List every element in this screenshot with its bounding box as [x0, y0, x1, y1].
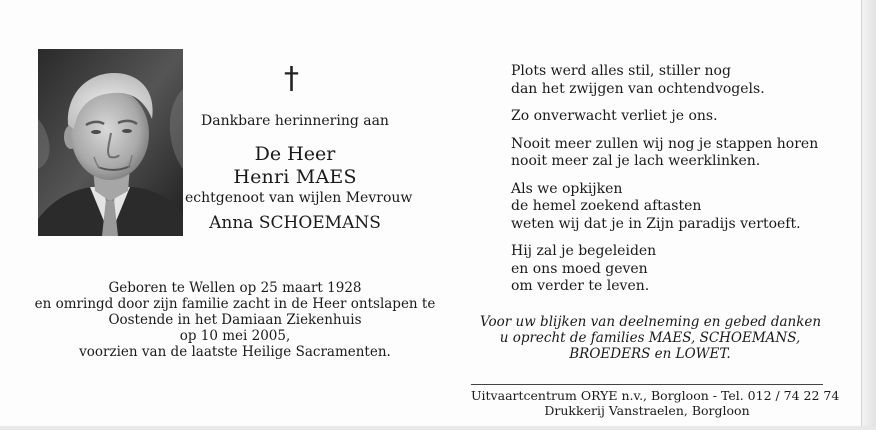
poem-line: Hij zal je begeleiden	[511, 243, 657, 259]
poem-stanza	[511, 243, 841, 296]
thanks-block	[480, 314, 820, 362]
poem-line: Zo onverwacht verliet je ons.	[511, 108, 718, 124]
footer	[471, 388, 840, 418]
footer-divider	[471, 384, 823, 385]
honorific-title: De Heer	[254, 143, 336, 165]
poem-line: om verder te leven.	[511, 278, 650, 294]
poem-line: de hemel zoekend aftasten	[511, 198, 702, 214]
poem-line: weten wij dat je in Zijn paradijs vertoeft.	[511, 215, 801, 232]
printer-line: Drukkerij Vanstraelen, Borgloon	[544, 403, 750, 418]
card-bottom-edge	[0, 426, 876, 430]
poem-line: dan het zwijgen van ochtendvogels.	[511, 80, 765, 97]
deceased-name: Henri MAES	[233, 166, 357, 188]
bio-line: en omringd door zijn familie zacht in de Heer ontslapen te	[34, 296, 436, 312]
poem-line: Plots werd alles stil, stiller nog	[511, 63, 731, 79]
portrait-photo	[38, 49, 183, 236]
poem-line: en ons moed geven	[511, 260, 648, 277]
spouse-name: Anna SCHOEMANS	[209, 213, 381, 233]
bio-line: op 10 mei 2005,	[179, 328, 291, 344]
poem-line: Als we opkijken	[511, 180, 623, 197]
spouse-relation: echtgenoot van wijlen Mevrouw	[185, 190, 413, 206]
poem-line: Nooit meer zullen wij nog je stappen horen	[511, 135, 819, 152]
poem-line: nooit meer zal je lach weerklinken.	[511, 153, 761, 169]
thanks-line: u oprecht de families MAES, SCHOEMANS,	[499, 330, 801, 346]
poem-stanza	[511, 181, 841, 234]
funeral-home-line: Uitvaartcentrum ORYE n.v., Borgloon - Tel. 012 / 74 22 74	[471, 388, 840, 403]
poem	[511, 63, 841, 306]
bio-line: Oostende in het Damiaan Ziekenhuis	[108, 312, 362, 328]
card-edge-shadow	[862, 0, 876, 430]
poem-stanza	[511, 136, 841, 171]
bio-line: Geboren te Wellen op 25 maart 1928	[108, 280, 362, 296]
thanks-line: Voor uw blijken van deelneming en gebed danken	[480, 314, 822, 330]
cross-symbol: †	[284, 61, 299, 96]
portrait-illustration	[38, 49, 183, 236]
poem-stanza	[511, 63, 841, 98]
intro-text: Dankbare herinnering aan	[201, 113, 389, 129]
thanks-line: BROEDERS en LOWET.	[569, 346, 731, 362]
poem-stanza	[511, 108, 841, 126]
bio-line: voorzien van de laatste Heilige Sacramenten.	[79, 344, 391, 360]
biography-block	[20, 280, 450, 360]
